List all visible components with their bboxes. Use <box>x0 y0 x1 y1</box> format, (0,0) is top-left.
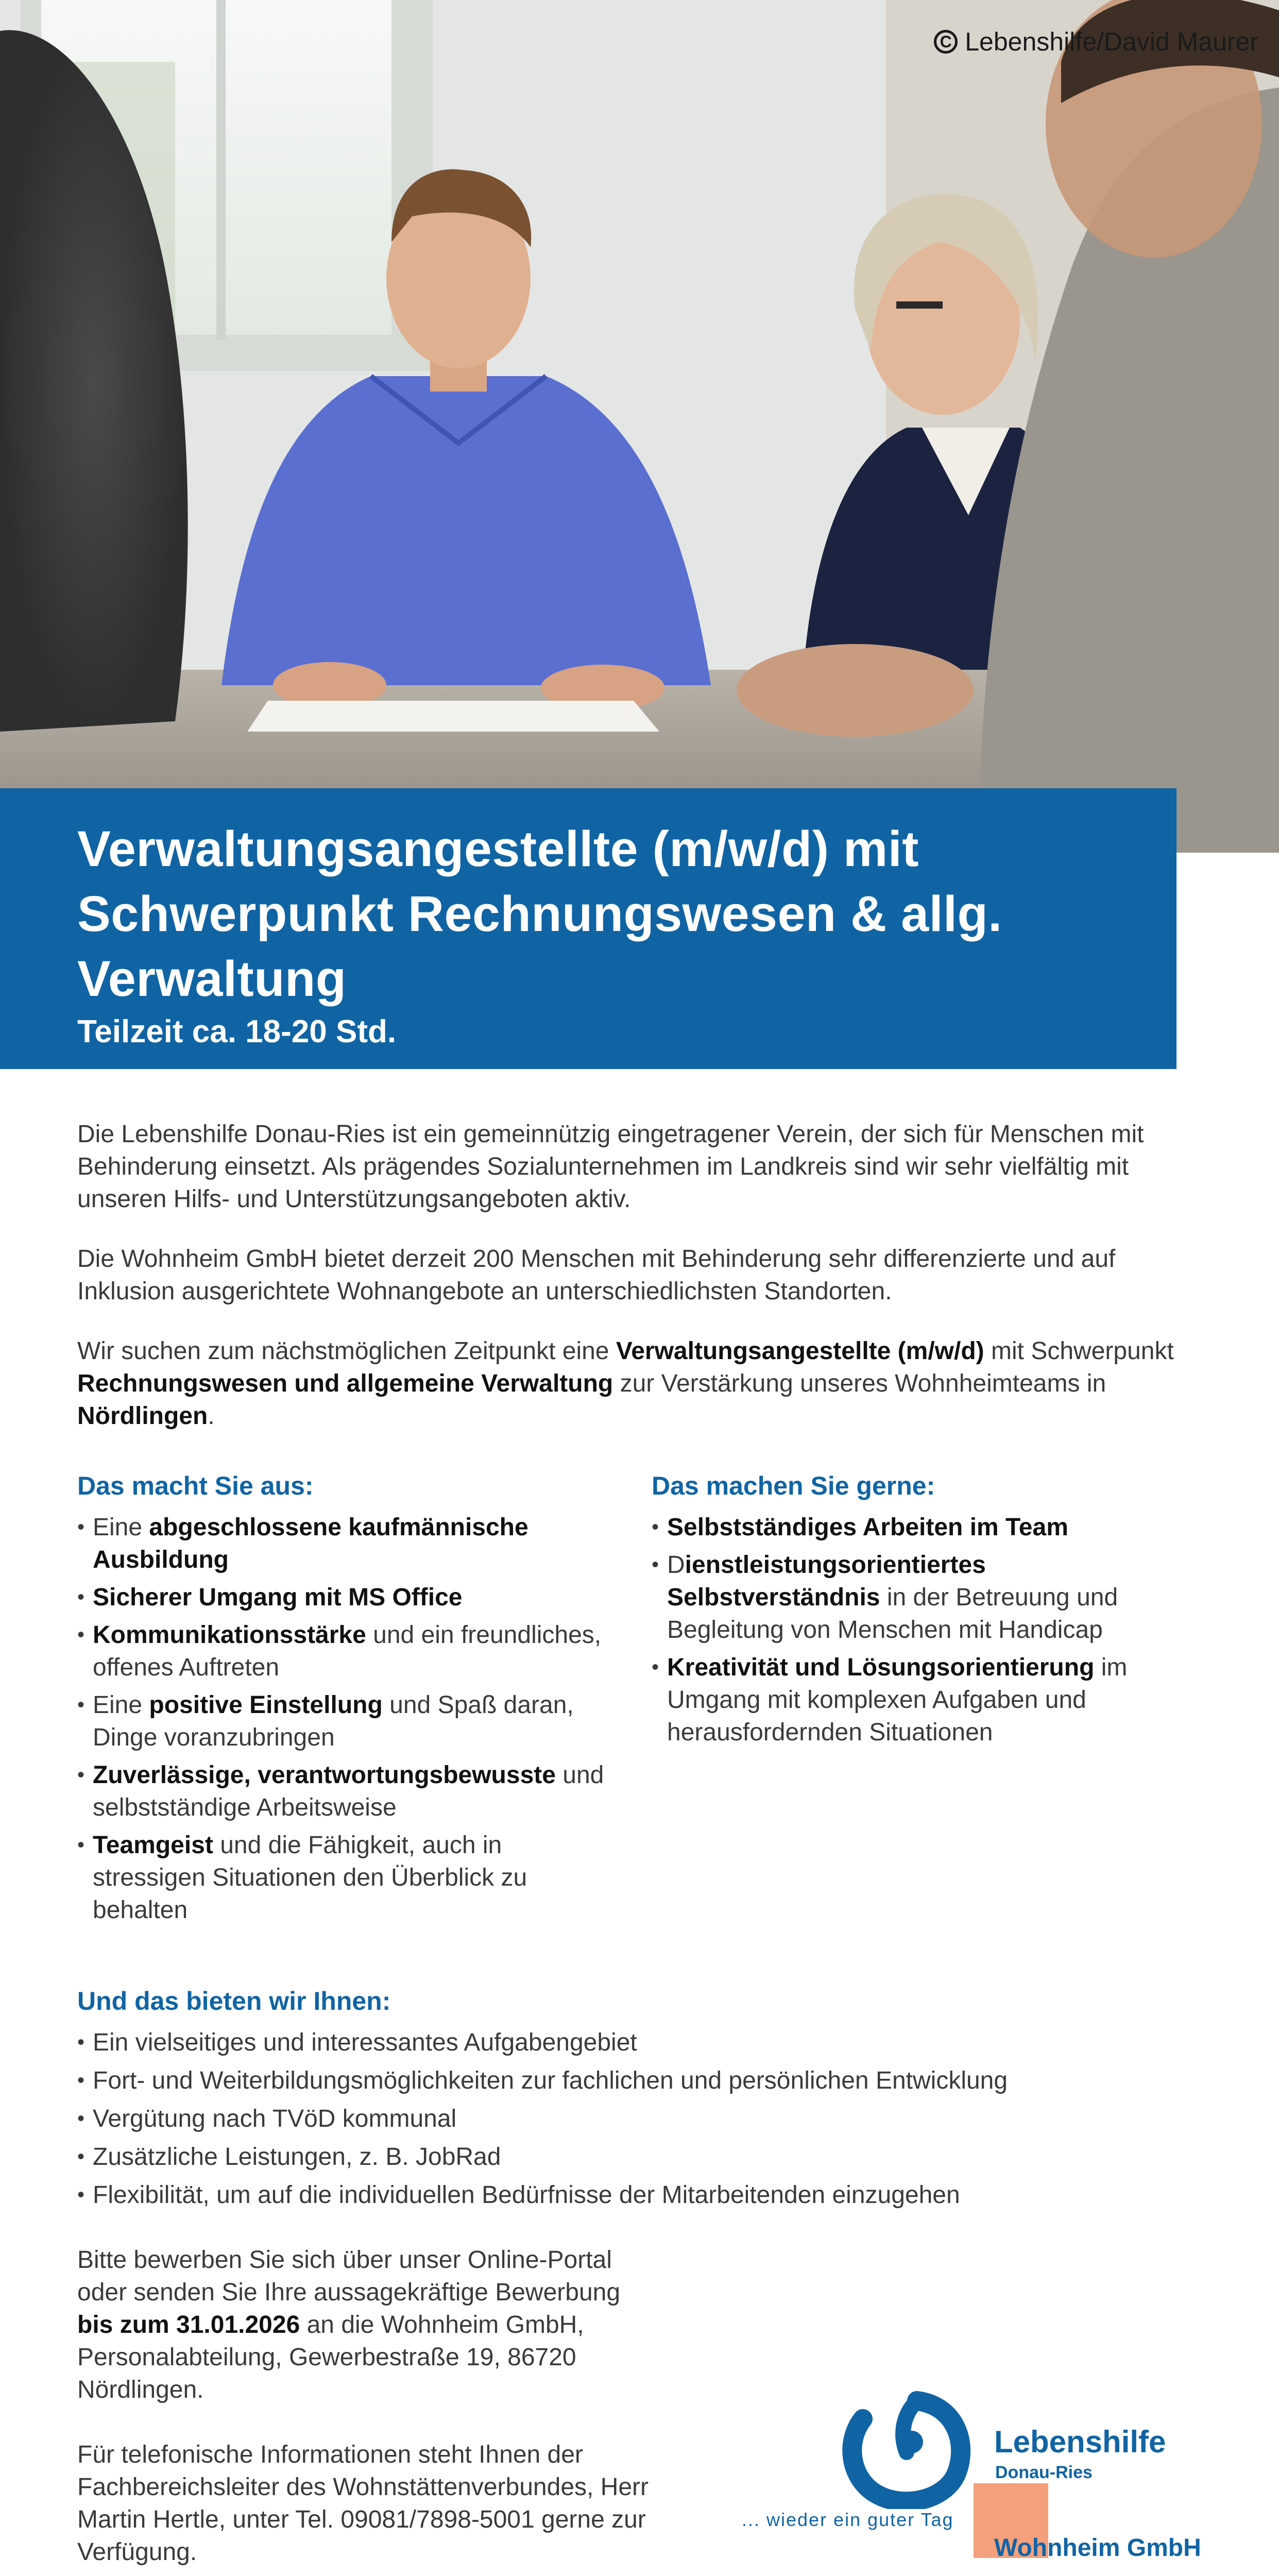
logo-name: Lebenshilfe <box>994 2425 1166 2459</box>
contact-text: Für telefonische Informationen steht Ihnen der Fachbereichsleiter des Wohnstättenverbundes, Herr Martin Hertle, unter Tel. 09081/7898-5001 gerne zur Verfügung. <box>77 2441 649 2566</box>
list-item: • Zuverlässige, verantwortungsbewusste und selbstständige Arbeitsweise <box>77 1759 608 1824</box>
list-item: • Selbstständiges Arbeiten im Team <box>652 1511 1198 1544</box>
profile-column <box>77 1471 608 1931</box>
list-item: • Flexibilität, um auf die individuellen Bedürfnisse der Mitarbeitenden einzugehen <box>77 2179 1210 2211</box>
intro-paragraph-2: Die Wohnheim GmbH bietet derzeit 200 Menschen mit Behinderung sehr differenzierte und auf Inklusion ausgerichtete Wohnangebote an unterschiedlichsten Standorten. <box>77 1245 1116 1305</box>
list-item: • Fort- und Weiterbildungsmöglichkeiten zur fachlichen und persönlichen Entwicklung <box>77 2064 1210 2097</box>
intro-section <box>77 1118 1180 1460</box>
logo-tagline: ... wieder ein guter Tag <box>742 2509 954 2530</box>
profile-list <box>77 1511 608 1926</box>
list-item: • Eine positive Einstellung und Spaß daran, Dinge voranzubringen <box>77 1689 608 1754</box>
intro-paragraph-3: Wir suchen zum nächstmöglichen Zeitpunkt eine Verwaltungsangestellte (m/w/d) mit Schwerpunkt Rechnungswesen und allgemeine Verwaltung zur Verstärkung unseres Wohnheimteams in Nördlingen. <box>77 1337 1174 1430</box>
logo-company: Wohnheim GmbH <box>994 2534 1201 2562</box>
application-text: Bitte bewerben Sie sich über unser Online-Portal oder senden Sie Ihre aussagekräftige Bewerbung bis zum 31.01.2026 an die Wohnheim GmbH, Personalabteilung, Gewerbestraße 19, 86720 Nördlingen. <box>77 2246 621 2403</box>
list-item: • Dienstleistungsorientiertes Selbstverständnis in der Betreuung und Begleitung von Menschen mit Handicap <box>652 1549 1198 1646</box>
profile-title: Das macht Sie aus: <box>77 1471 314 1500</box>
logo-region: Donau-Ries <box>995 2463 1093 2482</box>
offer-section <box>77 1986 1210 2217</box>
lebenshilfe-logo <box>742 2380 1257 2576</box>
photo-credit <box>934 27 1258 57</box>
photo-credit-text: Lebenshilfe/David Maurer <box>965 27 1258 56</box>
list-item: • Kommunikationsstärke und ein freundliches, offenes Auftreten <box>77 1619 608 1684</box>
tasks-column <box>652 1471 1198 1754</box>
list-item: • Ein vielseitiges und interessantes Aufgabengebiet <box>77 2026 1210 2059</box>
office-meeting-illustration <box>0 0 1279 853</box>
list-item: • Kreativität und Lösungsorientierung im Umgang mit komplexen Aufgaben und herausfordernden Situationen <box>652 1651 1198 1749</box>
header-photo <box>0 0 1279 853</box>
lebenshilfe-emblem-icon <box>840 2385 974 2509</box>
offer-title: Und das bieten wir Ihnen: <box>77 1987 391 2015</box>
copyright-icon: C <box>934 30 958 54</box>
list-item: • Teamgeist und die Fähigkeit, auch in stressigen Situationen den Überblick zu behalten <box>77 1829 608 1926</box>
offer-list <box>77 2026 1210 2211</box>
application-section <box>77 2244 649 2576</box>
intro-paragraph-1: Die Lebenshilfe Donau-Ries ist ein gemeinnützig eingetragener Verein, der sich für Menschen mit Behinderung einsetzt. Als prägendes Sozialunternehmen im Landkreis sind wir sehr vielfältig mit unseren Hilfs- und Unterstützungsangeboten aktiv. <box>77 1121 1144 1213</box>
list-item: • Sicherer Umgang mit MS Office <box>77 1581 608 1614</box>
tasks-list <box>652 1511 1198 1749</box>
job-title: Verwaltungsangestellte (m/w/d) mit Schwerpunkt Rechnungswesen & allg. Verwaltung <box>77 821 1002 1007</box>
job-subtitle: Teilzeit ca. 18-20 Std. <box>77 1014 397 1049</box>
tasks-title: Das machen Sie gerne: <box>652 1471 935 1500</box>
list-item: • Zusätzliche Leistungen, z. B. JobRad <box>77 2141 1210 2173</box>
list-item: • Eine abgeschlossene kaufmännische Ausbildung <box>77 1511 608 1576</box>
title-banner <box>0 788 1176 1069</box>
list-item: • Vergütung nach TVöD kommunal <box>77 2103 1210 2135</box>
